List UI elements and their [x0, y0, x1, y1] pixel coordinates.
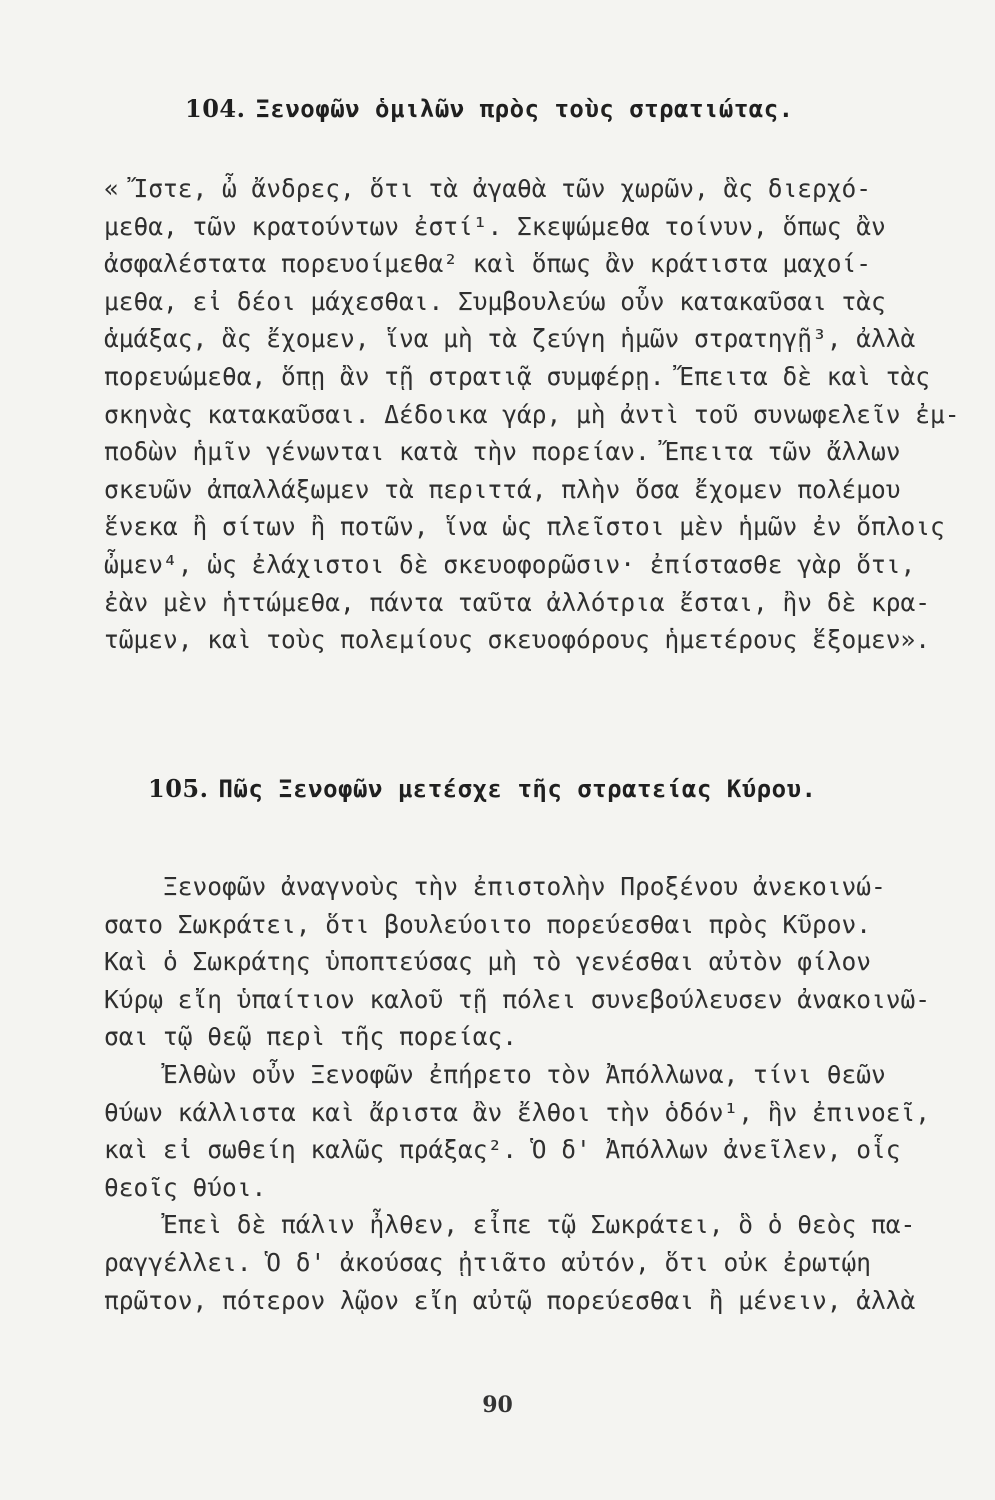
text-line: καὶ εἰ σωθείη καλῶς πράξας². Ὁ δ' Ἀπόλλων ἀνεῖλεν, οἷς	[104, 1135, 901, 1165]
text-line: Ξενοφῶν ἀναγνοὺς τὴν ἐπιστολὴν Προξένου ἀνεκοινώ-	[104, 872, 886, 901]
text-line: Ἐλθὼν οὖν Ξενοφῶν ἐπήρετο τὸν Ἀπόλλωνα, τίνι θεῶν	[104, 1059, 886, 1089]
text-line: πρῶτον, πότερον λῷον εἴη αὐτῷ πορεύεσθαι ἢ μένειν, ἀλλὰ	[104, 1285, 916, 1315]
text-line: πορευώμεθα, ὅπῃ ἂν τῇ στρατιᾷ συμφέρῃ. Ἔπειτα δὲ καὶ τὰς	[104, 361, 931, 391]
text-line: μεθα, τῶν κρατούντων ἐστί¹. Σκεψώμεθα τοίνυν, ὅπως ἂν	[104, 211, 886, 241]
text-line: σκευῶν ἀπαλλάξωμεν τὰ περιττά, πλὴν ὅσα ἔχομεν πολέμου	[104, 474, 901, 504]
text-line: τῶμεν, καὶ τοὺς πολεμίους σκευοφόρους ἡμετέρους ἕξομεν».	[104, 625, 931, 655]
section-105-number: 105.	[148, 774, 209, 803]
section-105-heading	[148, 774, 816, 803]
section-104-body	[104, 170, 960, 659]
text-line: ἁμάξας, ἃς ἔχομεν, ἵνα μὴ τὰ ζεύγη ἡμῶν στρατηγῇ³, ἀλλὰ	[104, 324, 916, 354]
text-line: θεοῖς θύοι.	[104, 1172, 267, 1202]
text-line: ὦμεν⁴, ὡς ἐλάχιστοι δὲ σκευοφορῶσιν· ἐπίστασθε γὰρ ὅτι,	[104, 549, 916, 579]
text-line: σαι τῷ θεῷ περὶ τῆς πορείας.	[104, 1022, 518, 1052]
text-line: Ἐπεὶ δὲ πάλιν ἦλθεν, εἶπε τῷ Σωκράτει, ὃ ὁ θεὸς πα-	[104, 1210, 916, 1240]
text-line: ἐὰν μὲν ἡττώμεθα, πάντα ταῦτα ἀλλότρια ἔσται, ἢν δὲ κρα-	[104, 587, 931, 617]
text-line: σατο Σωκράτει, ὅτι βουλεύοιτο πορεύεσθαι πρὸς Κῦρον.	[104, 909, 872, 939]
text-line: « Ἴστε, ὦ ἄνδρες, ὅτι τὰ ἀγαθὰ τῶν χωρῶν, ἃς διερχό-	[104, 174, 872, 203]
text-line: Καὶ ὁ Σωκράτης ὑποπτεύσας μὴ τὸ γενέσθαι αὐτὸν φίλον	[104, 947, 872, 977]
text-line: μεθα, εἰ δέοι μάχεσθαι. Συμβουλεύω οὖν κατακαῦσαι τὰς	[104, 286, 886, 316]
section-104-number: 104.	[185, 94, 246, 123]
text-line: σκηνὰς κατακαῦσαι. Δέδοικα γάρ, μὴ ἀντὶ τοῦ συνωφελεῖν ἐμ-	[104, 399, 960, 429]
text-line: ραγγέλλει. Ὁ δ' ἀκούσας ᾐτιᾶτο αὐτόν, ὅτι οὐκ ἐρωτῴη	[104, 1247, 872, 1277]
text-line: ἀσφαλέστατα πορευοίμεθα² καὶ ὅπως ἂν κράτιστα μαχοί-	[104, 249, 872, 279]
page-number: 90	[482, 1392, 513, 1418]
text-line: θύων κάλλιστα καὶ ἄριστα ἂν ἔλθοι τὴν ὁδόν¹, ἣν ἐπινοεῖ,	[104, 1097, 931, 1127]
section-104-title: Ξενοφῶν ὁμιλῶν πρὸς τοὺς στρατιώτας.	[255, 95, 794, 123]
section-105-body	[104, 868, 930, 1319]
text-line: ποδὼν ἡμῖν γένωνται κατὰ τὴν πορείαν. Ἔπειτα τῶν ἄλλων	[104, 437, 901, 467]
section-105-title: Πῶς Ξενοφῶν μετέσχε τῆς στρατείας Κύρου.	[218, 775, 817, 803]
text-line: ἕνεκα ἢ σίτων ἢ ποτῶν, ἵνα ὡς πλεῖστοι μὲν ἡμῶν ἐν ὅπλοις	[104, 512, 945, 542]
section-104-heading	[185, 94, 794, 123]
text-line: Κύρῳ εἴη ὑπαίτιον καλοῦ τῇ πόλει συνεβούλευσεν ἀνακοινῶ-	[104, 984, 931, 1014]
